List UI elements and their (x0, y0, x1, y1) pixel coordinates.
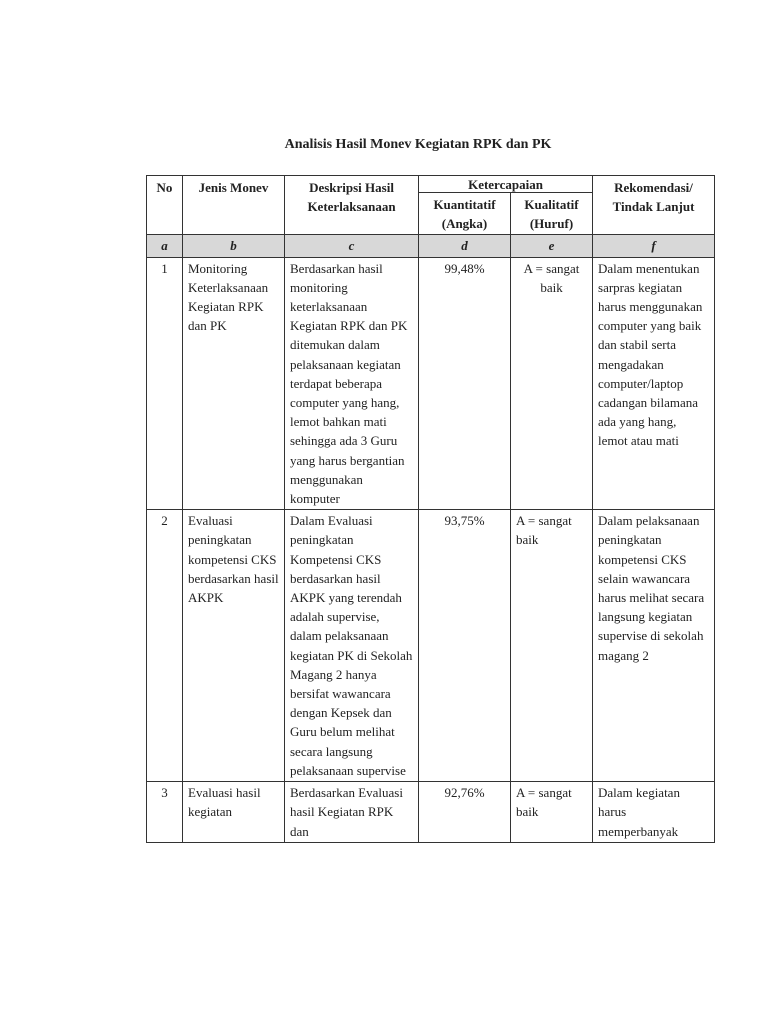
row-deskripsi: Berdasarkan Evaluasi hasil Kegiatan RPK dan (285, 782, 419, 843)
table-row (147, 257, 715, 510)
row-jenis-monev: Monitoring Keterlaksanaan Kegiatan RPK dan PK (183, 257, 285, 510)
letter-b: b (183, 235, 285, 257)
column-letter-row (147, 235, 715, 257)
row-kuantitatif: 99,48% (419, 257, 511, 510)
row-deskripsi: Berdasarkan hasil monitoring keterlaksanaan Kegiatan RPK dan PK ditemukan dalam pelaksanaan kegiatan terdapat beberapa computer yang hang, lemot bahkan mati sehingga ada 3 Guru yang harus bergantian menggunakan komputer (285, 257, 419, 510)
row-kualitatif: A = sangat baik (511, 782, 593, 843)
header-rekomendasi: Rekomendasi/ Tindak Lanjut (593, 176, 715, 235)
row-rekomendasi: Dalam pelaksanaan peningkatan kompetensi CKS selain wawancara harus melihat secara langsung kegiatan supervise di sekolah magang 2 (593, 510, 715, 782)
letter-d: d (419, 235, 511, 257)
row-no: 3 (147, 782, 183, 843)
row-no: 2 (147, 510, 183, 782)
row-no: 1 (147, 257, 183, 510)
table-row (147, 510, 715, 782)
document-title: Analisis Hasil Monev Kegiatan RPK dan PK (284, 137, 552, 152)
row-kuantitatif: 93,75% (419, 510, 511, 782)
header-ketercapaian: Ketercapaian (419, 176, 593, 193)
row-rekomendasi: Dalam kegiatan harus memperbanyak (593, 782, 715, 843)
row-kuantitatif: 92,76% (419, 782, 511, 843)
header-jenis-monev: Jenis Monev (183, 176, 285, 235)
letter-a: a (147, 235, 183, 257)
header-deskripsi: Deskripsi Hasil Keterlaksanaan (285, 176, 419, 235)
header-row (147, 176, 715, 193)
row-rekomendasi: Dalam menentukan sarpras kegiatan harus menggunakan computer yang baik dan stabil serta mengadakan computer/laptop cadangan bilamana ada yang hang, lemot atau mati (593, 257, 715, 510)
letter-e: e (511, 235, 593, 257)
header-no: No (147, 176, 183, 235)
row-deskripsi: Dalam Evaluasi peningkatan Kompetensi CKS berdasarkan hasil AKPK yang terendah adalah supervise, dalam pelaksanaan kegiatan PK di Sekolah Magang 2 hanya bersifat wawancara dengan Kepsek dan Guru belum melihat secara langsung pelaksanaan supervise (285, 510, 419, 782)
row-kualitatif: A = sangat baik (511, 257, 593, 510)
monev-table (146, 175, 715, 843)
header-kualitatif: Kualitatif (Huruf) (511, 193, 593, 235)
letter-f: f (593, 235, 715, 257)
letter-c: c (285, 235, 419, 257)
header-kuantitatif: Kuantitatif (Angka) (419, 193, 511, 235)
row-jenis-monev: Evaluasi peningkatan kompetensi CKS berdasarkan hasil AKPK (183, 510, 285, 782)
row-jenis-monev: Evaluasi hasil kegiatan (183, 782, 285, 843)
row-kualitatif: A = sangat baik (511, 510, 593, 782)
table-row (147, 782, 715, 843)
